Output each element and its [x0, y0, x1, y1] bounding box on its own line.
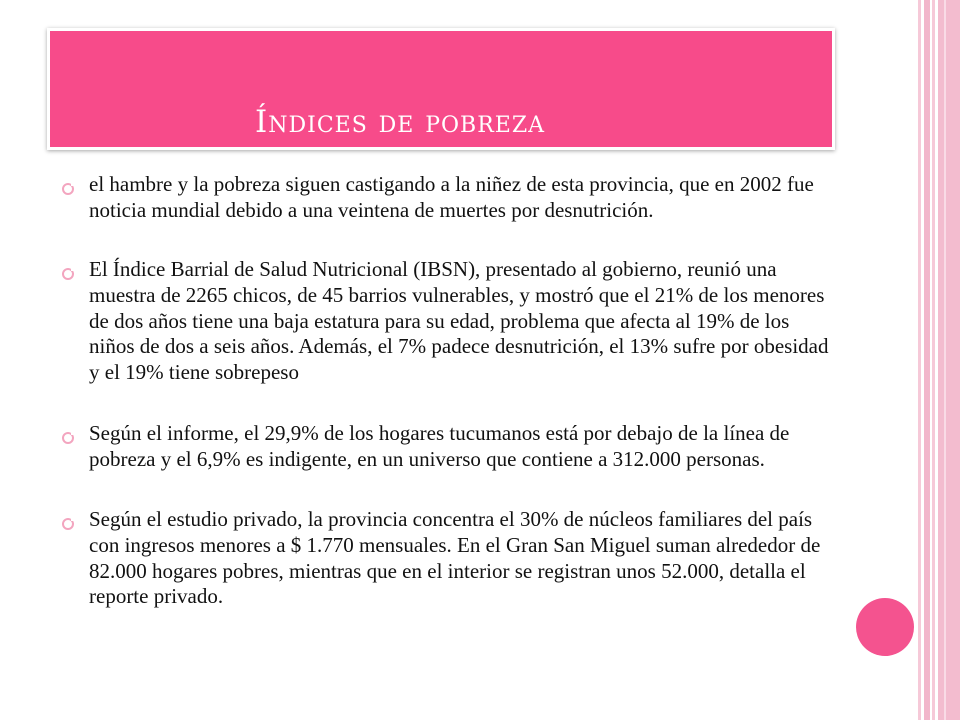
decorative-stripe — [938, 0, 960, 720]
bullet-item: El Índice Barrial de Salud Nutricional (IBSN), presentado al gobierno, reunió una muestra de 2265 chicos, de 45 barrios vulnerables, y mostró que el 21% de los menores de dos años tiene una baja estatura para su edad, problema que afecta al 19% de los niños de dos a seis años. Además, el 7% padece desnutrición, el 13% sufre por obesidad y el 19% tiene sobrepeso — [89, 257, 829, 385]
bullet-marker-icon — [62, 432, 74, 444]
bullet-marker-icon — [62, 268, 74, 280]
decorative-stripe — [918, 0, 921, 720]
decorative-stripe — [932, 0, 935, 720]
bullet-item: Según el informe, el 29,9% de los hogares tucumanos está por debajo de la línea de pobreza y el 6,9% es indigente, en un universo que contiene a 312.000 personas. — [89, 421, 790, 471]
bullet-item: Según el estudio privado, la provincia concentra el 30% de núcleos familiares del país con ingresos menores a $ 1.770 mensuales. En el Gran San Miguel suman alrededor de 82.000 hogares pobres, mientras que en el interior se registran unos 52.000, detalla el reporte privado. — [89, 507, 821, 609]
decorative-stripe — [924, 0, 930, 720]
bullet-marker-icon — [62, 518, 74, 530]
slide-title: Índices de pobreza — [255, 104, 545, 140]
bullet-marker-icon — [62, 183, 74, 195]
decorative-circle — [856, 598, 914, 656]
bullet-item: el hambre y la pobreza siguen castigando a la niñez de esta provincia, que en 2002 fue noticia mundial debido a una veintena de muertes por desnutrición. — [89, 172, 814, 222]
decorative-stripe — [944, 0, 946, 720]
